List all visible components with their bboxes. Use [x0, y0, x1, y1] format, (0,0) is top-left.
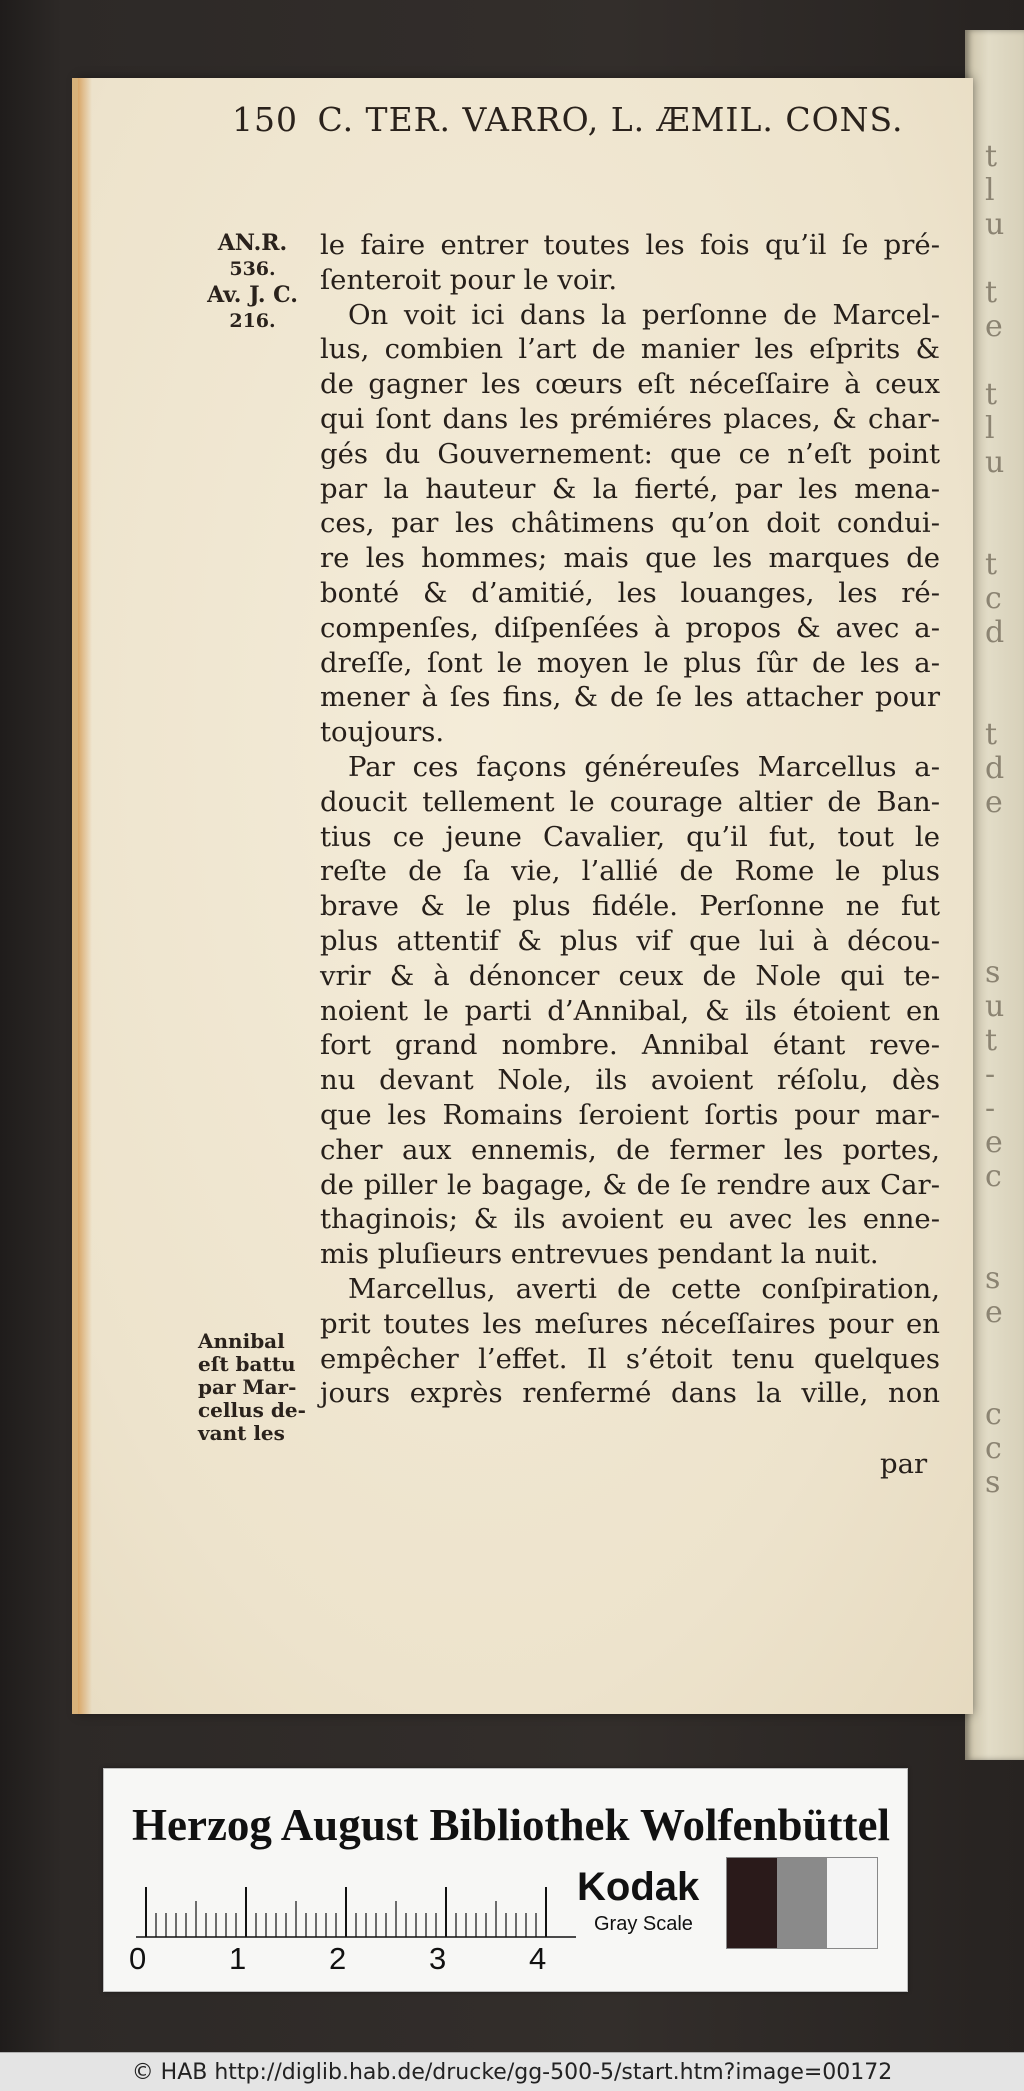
- ruler-ticks: [146, 1887, 546, 1937]
- text-line: thaginois; & ils avoient eu avec les enne-: [320, 1203, 940, 1236]
- gray-swatch-mid: [777, 1858, 827, 1948]
- margin-year-an: AN.R.: [217, 230, 288, 256]
- margin-year-av-value: 216.: [229, 310, 276, 332]
- adjacent-page-edge: [965, 30, 1024, 1760]
- text-line: plus attentif & plus vif que lui à décou-: [320, 924, 940, 957]
- ruler-number: 0: [129, 1941, 147, 1976]
- paragraph-1: [320, 228, 940, 298]
- adjacent-page-ghost-text: t l u t e t l u t c d t d e s u t - - e c s e c c s: [985, 139, 1005, 1500]
- ruler-numbers: [129, 1941, 589, 1977]
- gray-swatch-light: [827, 1858, 877, 1948]
- text-line: noient le parti d’Annibal, & ils étoient en: [320, 994, 940, 1027]
- text-line: dreſſe, ſont le moyen le plus ſûr de les a-: [320, 646, 940, 679]
- text-line: Marcellus, averti de cette conſpiration,: [348, 1272, 940, 1305]
- copyright-footer: © HAB http://diglib.hab.de/drucke/gg-500-5/start.htm?image=00172: [0, 2052, 1024, 2091]
- gray-scale-swatches: [726, 1857, 878, 1949]
- text-line: fort grand nombre. Annibal étant reve-: [320, 1029, 940, 1062]
- margin-line: par Mar-: [198, 1375, 297, 1399]
- margin-year-an-value: 536.: [229, 258, 276, 280]
- kodak-grayscale-caption: Gray Scale: [594, 1913, 693, 1935]
- margin-line: Annibal: [198, 1329, 285, 1353]
- text-line: que les Romains ſeroient ſortis pour mar-: [320, 1098, 940, 1131]
- paragraph-3: [320, 750, 940, 1272]
- institution-name: Herzog August Bibliothek Wolfenbüttel: [132, 1800, 890, 1850]
- text-line: tius ce jeune Cavalier, qu’il fut, tout le: [320, 820, 940, 853]
- library-label-card: [103, 1768, 908, 1992]
- text-line: de gagner les cœurs eſt néceſſaire à ceux: [320, 368, 940, 401]
- text-line: nu devant Nole, ils avoient réſolu, dès: [320, 1064, 940, 1097]
- margin-year-av: Av. J. C.: [207, 282, 298, 308]
- text-line: qui ſont dans les prémiéres places, & char-: [320, 402, 940, 435]
- text-line: gés du Gouvernement: que ce n’eſt point: [320, 437, 940, 470]
- ruler-scale: [136, 1879, 576, 1939]
- margin-note-year: [190, 230, 315, 334]
- text-line: bonté & d’amitié, les louanges, les ré-: [320, 576, 940, 609]
- ruler-number: 3: [429, 1941, 447, 1976]
- text-line: On voit ici dans la perſonne de Marcel-: [348, 298, 940, 331]
- text-line: le faire entrer toutes les fois qu’il ſe pré-: [320, 229, 940, 261]
- text-line: mener à ſes fins, & de ſe les attacher pour: [320, 681, 940, 714]
- text-line: de piller le bagage, & de ſe rendre aux Car-: [320, 1168, 940, 1201]
- text-line: jours exprès renfermé dans la ville, non: [320, 1377, 940, 1410]
- ruler-number: 2: [329, 1941, 347, 1976]
- body-text: [320, 228, 940, 1411]
- paragraph-4: [320, 1272, 940, 1411]
- text-line: compenſes, diſpenſées à propos & avec a-: [320, 611, 940, 644]
- margin-note-annibal: [198, 1330, 306, 1445]
- text-line: empêcher l’effet. Il s’étoit tenu quelques: [320, 1342, 940, 1375]
- text-line: vrir & à dénoncer ceux de Nole qui te-: [320, 959, 940, 992]
- text-line: ſenteroit pour le voir.: [320, 263, 618, 296]
- text-line: cher aux ennemis, de fermer les portes,: [320, 1133, 940, 1166]
- margin-line: eſt battu: [198, 1352, 296, 1376]
- catchword: par: [880, 1448, 928, 1480]
- page-number: 150: [232, 100, 298, 139]
- text-line: toujours.: [320, 716, 445, 749]
- text-line: par la hauteur & la fierté, par les mena-: [320, 472, 940, 505]
- text-line: ces, par les châtimens qu’on doit condui-: [320, 507, 940, 540]
- ruler-number: 4: [529, 1941, 547, 1976]
- text-line: lus, combien l’art de manier les eſprits &: [320, 333, 940, 366]
- text-line: brave & le plus fidéle. Perſonne ne fut: [320, 890, 940, 923]
- text-line: doucit tellement le courage altier de Ban-: [320, 785, 940, 818]
- text-line: mis pluſieurs entrevues pendant la nuit.: [320, 1238, 879, 1271]
- text-line: re les hommes; mais que les marques de: [320, 542, 940, 575]
- text-line: reſte de ſa vie, l’allié de Rome le plus: [320, 855, 940, 888]
- running-head: [232, 100, 904, 139]
- margin-line: cellus de-: [198, 1398, 306, 1422]
- paragraph-2: [320, 298, 940, 750]
- kodak-logo: Kodak: [577, 1865, 700, 1909]
- margin-line: vant les: [198, 1421, 285, 1445]
- running-head-title: C. TER. VARRO, L. ÆMIL. CONS.: [317, 100, 904, 139]
- text-line: Par ces façons généreuſes Marcellus a-: [348, 750, 940, 783]
- gray-swatch-dark: [727, 1858, 777, 1948]
- text-line: prit toutes les meſures néceſſaires pour en: [320, 1307, 940, 1340]
- ruler-number: 1: [229, 1941, 247, 1976]
